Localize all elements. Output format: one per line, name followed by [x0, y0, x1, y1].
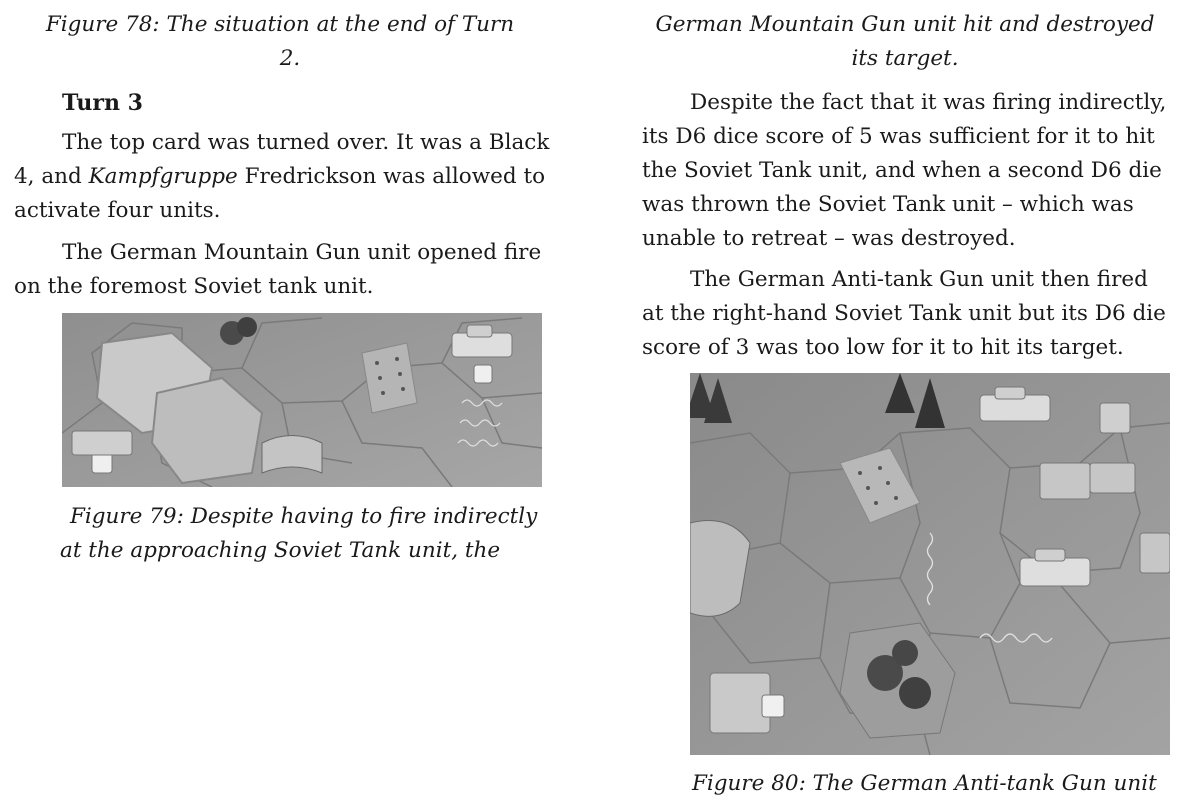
paragraph-text: 4, and: [14, 164, 89, 189]
figure-79-caption-continued: [628, 8, 1182, 76]
paragraph-line: The German Anti-tank Gun unit then fired: [690, 267, 1148, 292]
figure-78-caption-line-1: Figure 78: The situation at the end of Turn: [45, 12, 515, 37]
wargame-board-photo: [62, 313, 542, 487]
paragraph-line: activate four units.: [14, 198, 221, 223]
kampfgruppe-term: Kampfgruppe: [88, 164, 238, 189]
paragraph-line: unable to retreat – was destroyed.: [642, 226, 1016, 251]
paragraph-line: on the foremost Soviet tank unit.: [14, 274, 374, 299]
paragraph-line: was thrown the Soviet Tank unit – which was: [642, 192, 1134, 217]
paragraph-anti-tank-gun: [642, 263, 1166, 365]
figure-79-caption-line-3: German Mountain Gun unit hit and destroyed: [655, 12, 1155, 37]
figure-79-caption: [60, 500, 540, 568]
paragraph-line: score of 3 was too low for it to hit its target.: [642, 335, 1124, 360]
paragraph-line: The German Mountain Gun unit opened fire: [62, 240, 542, 265]
paragraph-mountain-gun: [14, 236, 541, 304]
figure-80-caption-line-1: Figure 80: The German Anti-tank Gun unit: [692, 771, 1157, 796]
paragraph-line: the Soviet Tank unit, and when a second D6 die: [642, 158, 1162, 183]
paragraph-text: Fredrickson was allowed to: [237, 164, 546, 189]
paragraph-line: its D6 dice score of 5 was sufficient for it to hit: [642, 124, 1155, 149]
paragraph-line: at the right-hand Soviet Tank unit but its D6 die: [642, 301, 1166, 326]
figure-79-photo: [62, 313, 542, 487]
turn-heading: Turn 3: [62, 90, 143, 116]
figure-79-caption-line-4: its target.: [851, 46, 959, 71]
figure-78-caption: [0, 8, 560, 76]
figure-79-caption-line-2: at the approaching Soviet Tank unit, the: [60, 538, 501, 563]
figure-80-photo: [690, 373, 1170, 755]
paragraph-line: Despite the fact that it was firing indirectly,: [690, 90, 1167, 115]
paragraph-line: The top card was turned over. It was a Black: [62, 130, 550, 155]
paragraph-turn-3-card: [14, 126, 549, 228]
paragraph-indirect-fire: [642, 86, 1166, 256]
figure-78-caption-line-2: 2.: [279, 46, 301, 71]
figure-80-caption: [692, 767, 1172, 801]
figure-79-caption-line-1: Figure 79: Despite having to fire indirectly: [70, 504, 538, 529]
paragraph-line: [14, 160, 549, 194]
wargame-board-photo: [690, 373, 1170, 755]
